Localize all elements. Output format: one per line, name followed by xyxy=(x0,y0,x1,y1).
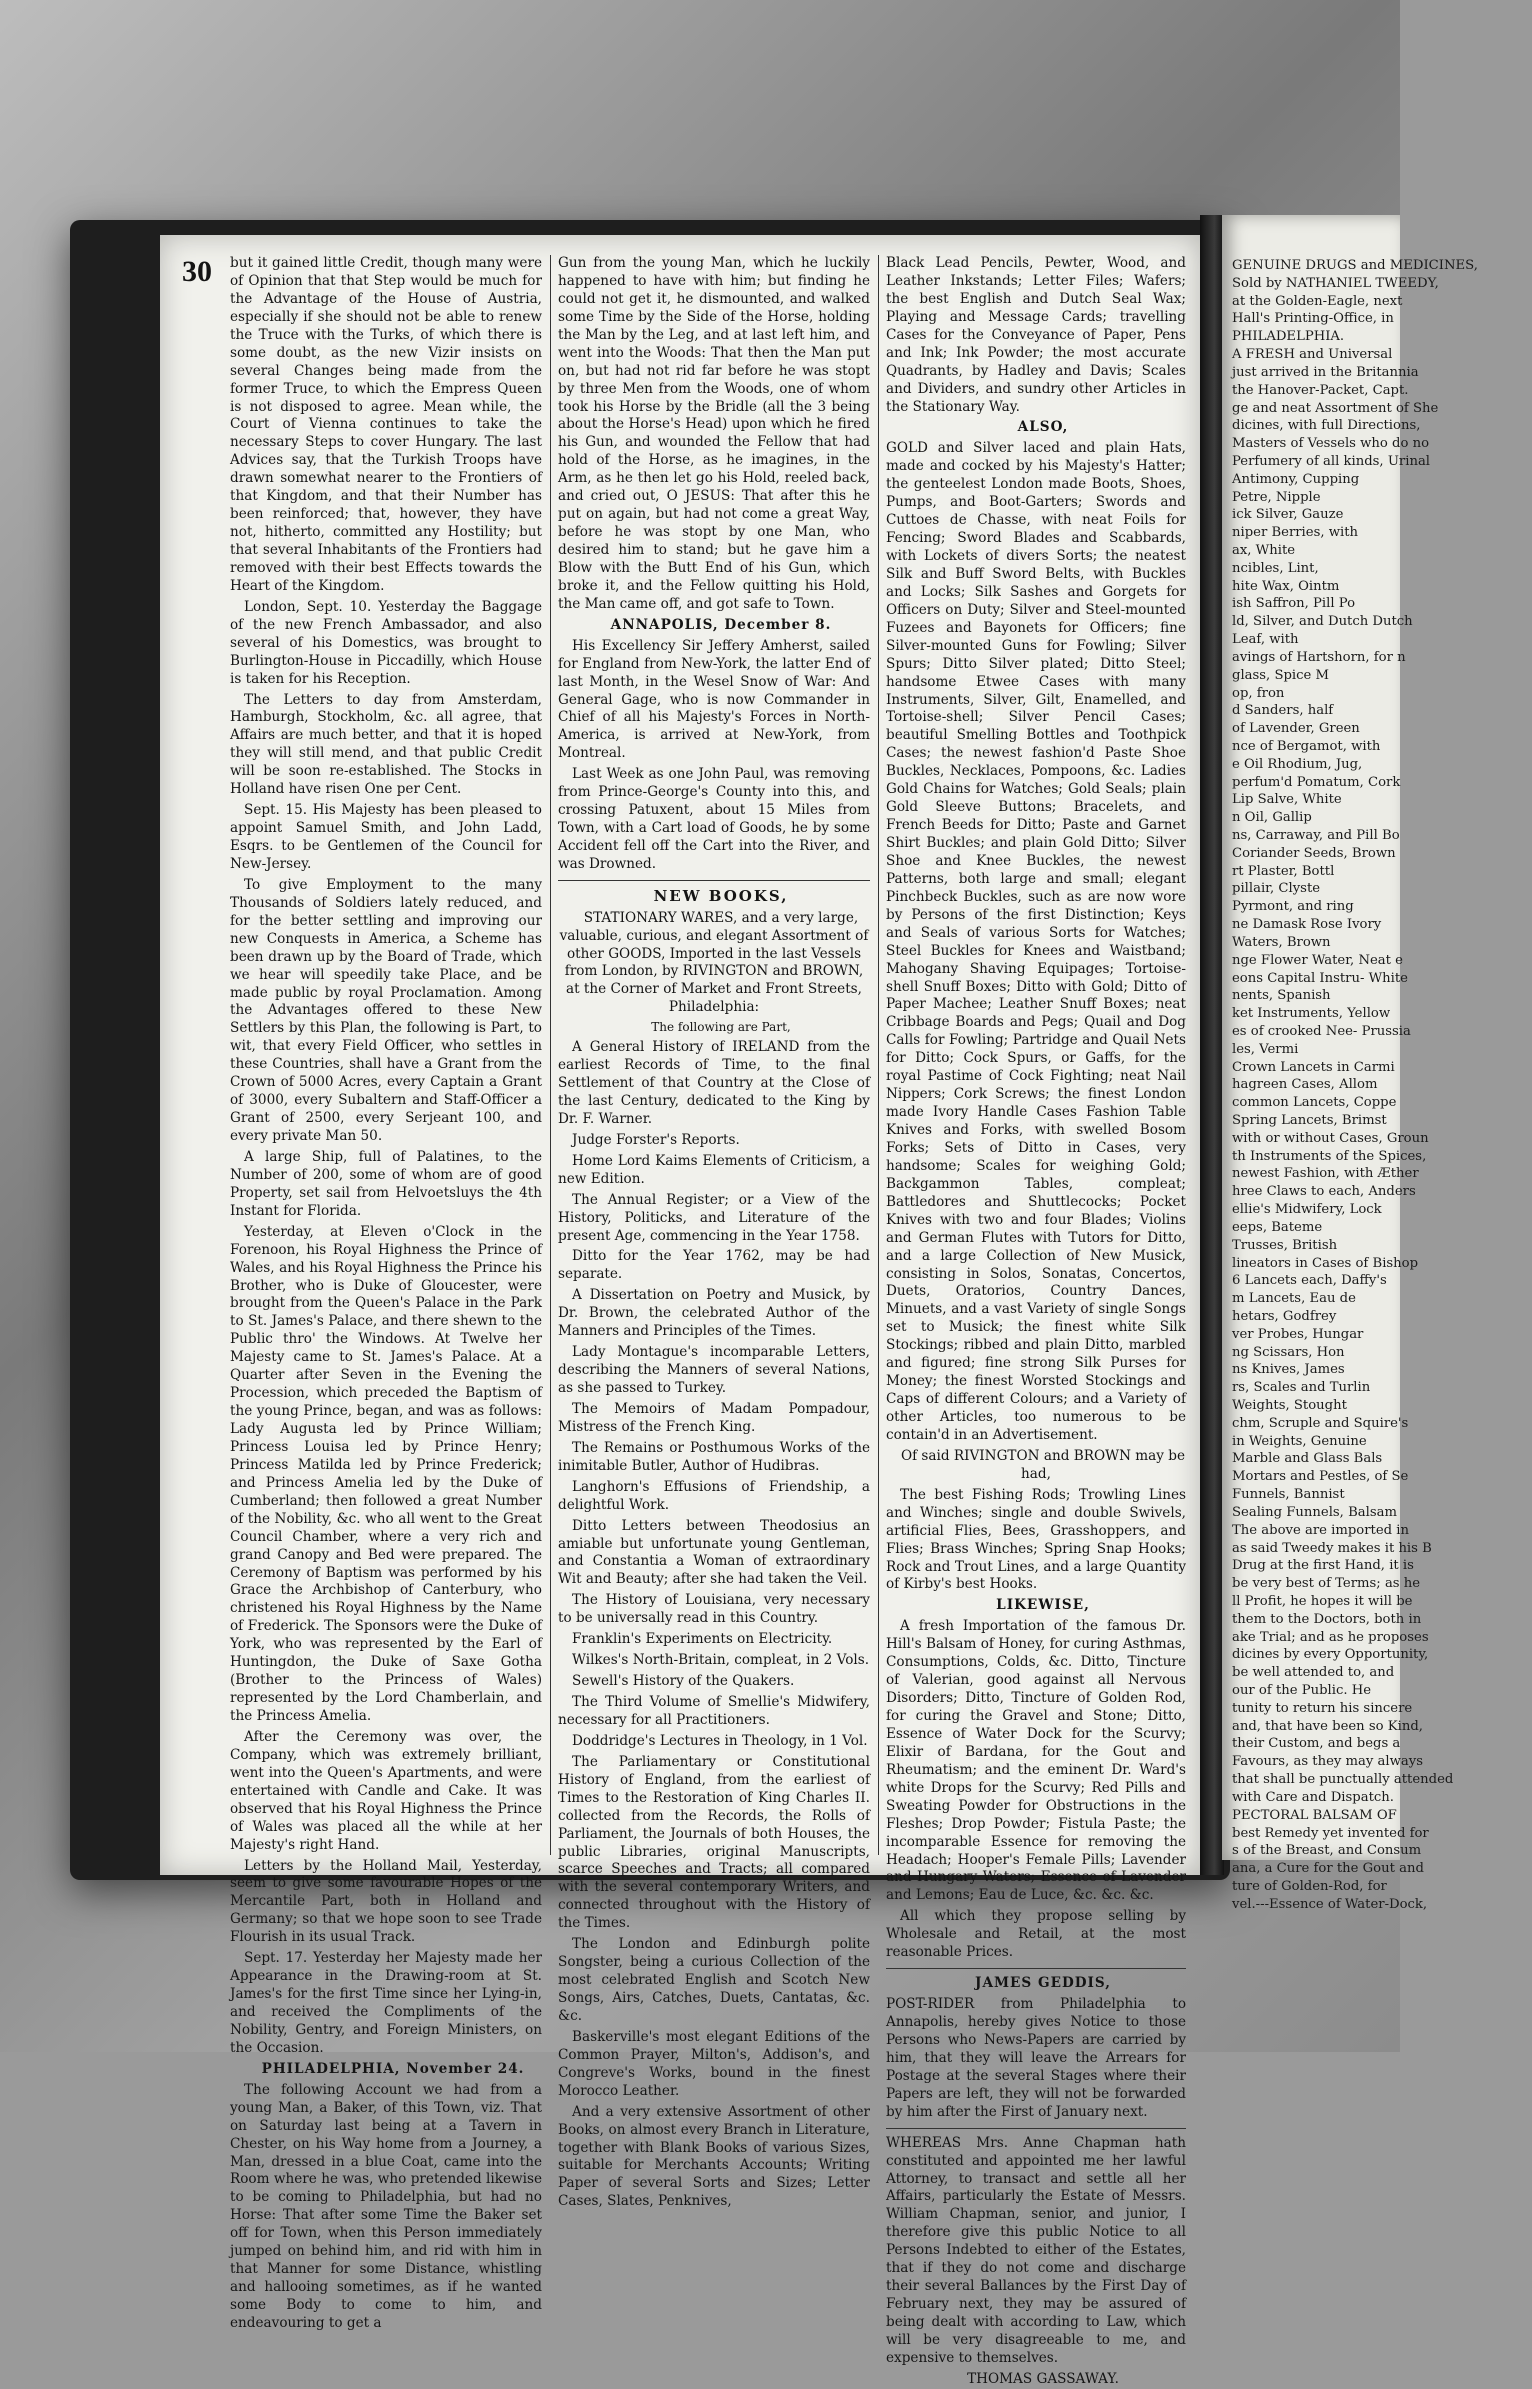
dateline-annapolis: ANNAPOLIS, December 8. xyxy=(610,616,832,633)
facing-page-line: es of crooked Nee- Prussia xyxy=(1232,1023,1411,1039)
facing-page-line: ellie's Midwifery, Lock xyxy=(1232,1202,1382,1218)
facing-page-line: dicines, with full Directions, xyxy=(1232,418,1421,434)
facing-page-line: hetars, Godfrey xyxy=(1232,1308,1337,1324)
ad-paragraph: All which they propose selling by Wholesale and Retail, at the most reasonable Prices. xyxy=(886,1908,1186,1961)
book-gutter xyxy=(1200,215,1224,1875)
facing-page-line: perfum'd Pomatum, Cork xyxy=(1232,774,1401,790)
facing-page-line: ns Knives, James xyxy=(1232,1362,1345,1378)
facing-page-line: pillair, Clyste xyxy=(1232,881,1321,897)
facing-page-line: their Custom, and begs a xyxy=(1232,1736,1401,1752)
section-rule xyxy=(886,1968,1186,1969)
facing-page-line: as said Tweedy makes it his B xyxy=(1232,1540,1432,1556)
book-entry: Baskerville's most elegant Editions of the Common Prayer, Milton's, Addison's, and Congreve's Works, bound in the finest Morocco Leather. xyxy=(558,2028,870,2099)
ad-intro: STATIONARY WARES, and a very large, valuable, curious, and elegant Assortment of other GOODS, Imported in the last Vessels from London, by RIVINGTON and BROWN, at the Corner of Market and Front Streets, Philadelphia: xyxy=(559,909,869,1016)
facing-page-line: ge and neat Assortment of She xyxy=(1232,400,1439,416)
article-paragraph: but it gained little Credit, though many were of Opinion that that Step would be much for the Advantage of the House of Austria, especially if she should not be able to renew the Truce with the Turks, of which there is some doubt, as the new Vizir insists on several Changes being made from the former Truce, to which the Empress Queen is not disposed to agree. Mean while, the Court of Vienna continues to take the necessary Steps to cover Hungary. The last Advices say, that the Turkish Troops have drawn somewhat nearer to the Frontiers of that Kingdom, and that their Number has been reinforced; that, however, they have not, hitherto, committed any Hostility; but that several Inhabitants of the Frontiers had removed with their best Effects towards the Heart of the Kingdom. xyxy=(230,255,542,594)
facing-page-line: rt Plaster, Bottl xyxy=(1232,863,1335,879)
facing-page-line: newest Fashion, with Æther xyxy=(1232,1166,1419,1182)
facing-page-line: with Care and Dispatch. xyxy=(1232,1789,1394,1805)
facing-page-line: 6 Lancets each, Daffy's xyxy=(1232,1273,1387,1289)
notice-title: JAMES GEDDIS, xyxy=(975,1975,1111,1992)
facing-page-line: Petre, Nipple xyxy=(1232,489,1321,505)
facing-page-line: Trusses, British xyxy=(1232,1237,1338,1253)
facing-page-line: ver Probes, Hungar xyxy=(1232,1326,1364,1342)
facing-page-line: n Oil, Gallip xyxy=(1232,810,1312,826)
facing-page-line: Coriander Seeds, Brown xyxy=(1232,845,1396,861)
ad-paragraph: The best Fishing Rods; Trowling Lines and Winches; single and double Swivels, artificial Flies, Bees, Grasshoppers, and Flies; Brass Winches; Spring Snap Hooks; Rock and Trout Lines, and a large Quantity of Kirby's best Hooks. xyxy=(886,1486,1186,1593)
book-entry: Sewell's History of the Quakers. xyxy=(572,1673,795,1690)
facing-page-line: Sealing Funnels, Balsam xyxy=(1232,1504,1397,1520)
facing-page-line: dicines by every Opportunity, xyxy=(1232,1647,1429,1663)
facing-page-line: in Weights, Genuine xyxy=(1232,1433,1367,1449)
facing-page-line: be well attended to, and xyxy=(1232,1665,1395,1681)
facing-page-line: Masters of Vessels who do no xyxy=(1232,436,1430,452)
facing-page-line: Pyrmont, and ring xyxy=(1232,899,1354,915)
facing-page-line: vel.---Essence of Water-Dock, xyxy=(1232,1896,1428,1912)
dateline-philadelphia: PHILADELPHIA, November 24. xyxy=(261,2060,525,2077)
facing-page-line: with or without Cases, Groun xyxy=(1232,1130,1429,1146)
facing-page-line: The above are imported in xyxy=(1232,1522,1409,1538)
book-entry: The Remains or Posthumous Works of the inimitable Butler, Author of Hudibras. xyxy=(558,1439,870,1474)
ad-subheading: ALSO, xyxy=(1017,419,1069,436)
facing-page-line: hagreen Cases, Allom xyxy=(1232,1077,1378,1093)
facing-page-line: les, Vermi xyxy=(1232,1041,1299,1057)
book-entry: A General History of IRELAND from the earliest Records of Time, to the final Settlement of that Country at the Close of the last Century, dedicated to the King by Dr. F. Warner. xyxy=(558,1039,870,1127)
facing-page xyxy=(1222,215,1478,1912)
article-paragraph: Letters by the Holland Mail, Yesterday, seem to give some favourable Hopes of the Mercantile Part, both in Holland and Germany; so that we hope soon to see Trade Flourish in its usual Track. xyxy=(230,1857,542,1946)
facing-page-line: Sold by NATHANIEL TWEEDY, xyxy=(1232,275,1439,291)
facing-page-line: Hall's Printing-Office, in xyxy=(1232,311,1394,327)
book-entry: Home Lord Kaims Elements of Criticism, a new Edition. xyxy=(558,1152,870,1187)
facing-page-line: ana, a Cure for the Gout and xyxy=(1232,1861,1424,1877)
facing-page-line: Perfumery of all kinds, Urinal xyxy=(1232,453,1431,469)
article-paragraph: To give Employment to the many Thousands of Soldiers lately reduced, and for the better settling and improving our new Conquests in America, a Scheme has been drawn up by the Board of Trade, which we hear will speedily take Place, and be made public by royal Proclamation. Among the Advantages offered to these New Settlers by this Plan, the following is Part, to wit, that every Field Officer, who settles in these Countries, shall have a Grant from the Crown of 5000 Acres, every Captain a Grant of 3000, every Subaltern and Staff-Officer a Grant of 2500, every Serjeant 100, and every private Man 50. xyxy=(230,876,542,1144)
facing-page-line: rs, Scales and Turlin xyxy=(1232,1380,1371,1396)
facing-page-line: PHILADELPHIA. xyxy=(1232,329,1345,345)
book-entry: Lady Montague's incomparable Letters, describing the Manners of several Nations, as she passed to Turkey. xyxy=(558,1344,870,1396)
facing-page-line: nents, Spanish xyxy=(1232,988,1331,1004)
facing-page-line: Weights, Stought xyxy=(1232,1398,1347,1413)
article-paragraph: The Letters to day from Amsterdam, Hamburgh, Stockholm, &c. all agree, that Affairs are much better, and that it is hoped they will still mend, and that public Credit will be soon re-established. The Stocks in Holland have risen One per Cent. xyxy=(230,691,542,798)
book-entry: Langhorn's Effusions of Friendship, a delightful Work. xyxy=(558,1478,870,1513)
facing-page-line: ld, Silver, and Dutch Dutch xyxy=(1232,614,1413,630)
article-paragraph: Last Week as one John Paul, was removing from Prince-George's County into this, and crossing Patuxent, about 15 Miles from Town, with a Cart load of Goods, he by some Accident fell off the Cart into the River, and was Drowned. xyxy=(558,766,870,872)
book-entry: Franklin's Experiments on Electricity. xyxy=(572,1631,833,1648)
facing-page-line: ne Damask Rose Ivory xyxy=(1232,917,1382,933)
book-entry: Wilkes's North-Britain, compleat, in 2 Vols. xyxy=(572,1652,870,1669)
facing-page-line: the Hanover-Packet, Capt. xyxy=(1232,382,1409,398)
book-entry: The History of Louisiana, very necessary to be universally read in this Country. xyxy=(558,1592,870,1627)
facing-page-line: them to the Doctors, both in xyxy=(1232,1611,1422,1627)
facing-page-line: ake Trial; and as he proposes xyxy=(1232,1629,1429,1645)
facing-page-line: of Lavender, Green xyxy=(1232,721,1360,737)
facing-page-line: ns, Carraway, and Pill Bo xyxy=(1232,828,1400,843)
facing-page-line: ket Instruments, Yellow xyxy=(1232,1006,1391,1022)
facing-page-line: ick Silver, Gauze xyxy=(1232,507,1344,523)
facing-page-line: glass, Spice M xyxy=(1232,667,1330,683)
book-entry: And a very extensive Assortment of other Books, on almost every Branch in Literature, together with Blank Books of various Sizes, suitable for Merchants Accounts; Writing Paper of several Sorts and Sizes; Letter Cases, Slates, Penknives, xyxy=(558,2103,870,2210)
column-rule xyxy=(550,255,551,1855)
notice-paragraph: POST-RIDER from Philadelphia to Annapolis, hereby gives Notice to those Persons who News-Papers are carried by him, that they will leave the Arrears for Postage at the several Stages where their Papers are left, they will not be forwarded by him after the First of January next. xyxy=(886,1996,1186,2120)
article-paragraph: Yesterday, at Eleven o'Clock in the Forenoon, his Royal Highness the Prince of Wales, and his Royal Highness the Prince his Brother, who is Duke of Gloucester, were brought from the Queen's Palace in the Park to St. James's Palace, and there shewn to the Public thro' the Windows. At Twelve her Majesty came to St. James's Palace. At a Quarter after Seven in the Evening the Procession, which preceded the Baptism of the young Prince, began, and was as follows: Lady Augusta led by Prince William; Princess Louisa led by Prince Henry; Princess Matilda led by Prince Frederick; and Princess Amelia led by the Duke of Cumberland; then followed a great Number of the Nobility, &c. who all went to the Great Council Chamber, where a very rich and grand Canopy and Bed were prepared. The Ceremony of Baptism was performed by his Grace the Archbishop of Canterbury, who christened his Royal Highness by the Name of Frederick. The Sponsors were the Duke of York, who was represented by the Earl of Huntingdon, the Duke of Saxe Gotha (Brother to the Princess of Wales) represented by the Lord Chamberlain, and the Princess Amelia. xyxy=(230,1223,542,1724)
facing-page-line: Drug at the first Hand, it is xyxy=(1232,1558,1414,1574)
article-paragraph: Gun from the young Man, which he luckily happened to have with him; but finding he could not get it, he dismounted, and walked some Time by the Side of the Horse, holding the Man by the Leg, and at last left him, and went into the Woods: That then the Man put on, but had not rid far before he was stopt by three Men from the Woods, one of whom took his Horse by the Bridle (all the 3 being about the Horse's Head) upon which he fired his Gun, and wounded the Fellow that had hold of the Horse, as he imagines, in the Arm, as he then let go his Hold, reeled back, and cried out, O JESUS: That after this he put on again, but had not come a great Way, before he was stopt by one Man, who desired him to stand; but he gave him a Blow with the Butt End of his Gun, which broke it, and the Fellow quitting his Hold, the Man came off, and got safe to Town. xyxy=(558,255,870,612)
book-entry: Ditto Letters between Theodosius an amiable but unfortunate young Gentleman, and Constantia a Woman of extraordinary Wit and Beauty; after she had taken the Veil. xyxy=(558,1517,870,1588)
article-paragraph: His Excellency Sir Jeffery Amherst, sailed for England from New-York, the latter End of last Month, in the Wesel Snow of War: And General Gage, who is now Commander in Chief of all his Majesty's Forces in North-America, is arrived at New-York, from Montreal. xyxy=(558,637,870,762)
newspaper-page xyxy=(160,235,1200,2387)
facing-page-line: chm, Scruple and Squire's xyxy=(1232,1415,1409,1431)
facing-page-line: s of the Breast, and Consum xyxy=(1232,1843,1422,1859)
facing-page-line: common Lancets, Coppe xyxy=(1232,1095,1397,1111)
ad-paragraph: GOLD and Silver laced and plain Hats, made and cocked by his Majesty's Hatter; the genteelest London made Boots, Shoes, Pumps, and Boot-Garters; Swords and Cuttoes de Chasse, with neat Foils for Fencing; Sword Blades and Scabbards, with Lockets of divers Sorts; the neatest Silk and Buff Sword Belts, with Buckles and Locks; Silk Sashes and Gorgets for Officers on Duty; Silver and Steel-mounted Fuzees and Bayonets for Officers; fine Silver-mounted Guns for Fowling; Silver Spurs; Ditto Silver plated; Ditto Steel; handsome Etwee Cases with many Instruments, Silver, Gilt, Enamelled, and Tortoise-shell; Silver Pencil Cases; beautiful Smelling Bottles and Toothpick Cases; the newest fashion'd Paste Shoe Buckles, Necklaces, Pompoons, &c. Ladies Gold Chains for Watches; Gold Seals; plain Gold Sleeve Buttons; Bracelets, and French Beeds for Ditto; Paste and Garnet Shirt Buckles; and plain Gold Ditto; Silver Shoe and Knee Buckles, the newest Patterns, both large and small; elegant Pinchbeck Buckles, such as are now wore by Persons of the first Distinction; Keys and Seals of various Sorts for Watches; Steel Buckles for Knees and Waistband; Mahogany Shaving Equipages; Tortoise-shell Snuff Boxes; Ditto with Gold; Ditto of Paper Machee; Leather Snuff Boxes; neat Cribbage Boards and Pegs; Quail and Dog Calls for Fowling; Partridge and Quail Nets for Ditto; Cock Spurs, or Gaffs, for the royal Pastime of Cock Fighting; neat Nail Nippers; Cork Screws; the finest London made Ivory Handle Cases Fashion Table Knives and Forks, with swelled Bosom Forks; Sets of Ditto in Cases, very handsome; Scales for weighing Gold; Backgammon Tables, compleat; Battledores and Shuttlecocks; Pocket Knives with two and four Blades; Violins and German Flutes with Tutors for Ditto, and a large Collection of New Musick, consisting in Solos, Sonatas, Concertos, Duets, Oratorios, Country Dances, Minuets, and a vast Variety of single Songs set to Musick; the finest white Silk Stockings; ribbed and plain Ditto, marbled and figured; fine strong Silk Purses for Money; the finest Worsted Stockings and Caps of different Colours; and a Variety of other Articles, too numerous to be contain'd in an Advertisement. xyxy=(886,440,1186,1443)
facing-page-line: Favours, as they may always xyxy=(1232,1754,1423,1770)
facing-page-line: ll Profit, he hopes it will be xyxy=(1232,1593,1413,1609)
facing-page-line: Leaf, with xyxy=(1232,632,1299,648)
facing-page-line: ish Saffron, Pill Po xyxy=(1232,596,1356,612)
facing-page-line: Spring Lancets, Brimst xyxy=(1232,1113,1387,1128)
facing-page-line: Marble and Glass Bals xyxy=(1232,1451,1383,1467)
book-entry: The London and Edinburgh polite Songster, being a curious Collection of the most celebrated English and Scotch New Songs, Airs, Catches, Duets, Cantatas, &c. &c. xyxy=(558,1936,870,2024)
ad-paragraph: A fresh Importation of the famous Dr. Hill's Balsam of Honey, for curing Asthmas, Consumptions, Colds, &c. Ditto, Tincture of Valerian, good against all Nervous Disorders; Ditto, Tincture of Golden Rod, for curing the Gravel and Stone; Ditto, Essence of Water Dock for the Scurvy; Elixir of Bardana, for the Gout and Rheumatism; and the eminent Dr. Ward's white Drops for the Scurvy; Red Pills and Sweating Powder for Obstructions in the Fleshes; Drop Powder; Fistula Paste; the incomparable Essence for removing the Headach; Hooper's Female Pills; Lavender and Hungary Waters; Essence of Lavender and Lemons; Eau de Luce, &c. &c. &c. xyxy=(886,1618,1186,1904)
facing-page-line: th Instruments of the Spices, xyxy=(1232,1148,1427,1164)
section-rule xyxy=(558,880,870,881)
facing-page-line: d Sanders, half xyxy=(1232,703,1334,719)
facing-page-line: ture of Golden-Rod, for xyxy=(1232,1878,1387,1894)
notice-signature: THOMAS GASSAWAY. xyxy=(967,2370,1119,2387)
article-paragraph: After the Ceremony was over, the Company, which was extremely brilliant, went into the Queen's Apartments, and were entertained with Candle and Cake. It was observed that his Royal Highness the Prince of Wales was placed all the while at her Majesty's right Hand. xyxy=(230,1728,542,1853)
ad-paragraph: Black Lead Pencils, Pewter, Wood, and Leather Inkstands; Letter Files; Wafers; the best English and Dutch Seal Wax; Playing and Message Cards; travelling Cases for the Conveyance of Paper, Pens and Ink; Ink Powder; the most accurate Quadrants, by Hadley and Davis; Scales and Dividers, and sundry other Articles in the Stationary Way. xyxy=(886,255,1186,415)
column-rule xyxy=(878,255,879,1855)
facing-page-line: op, fron xyxy=(1232,685,1285,701)
ad-subheading: LIKEWISE, xyxy=(996,1597,1090,1614)
article-paragraph: Sept. 15. His Majesty has been pleased to appoint Samuel Smith, and John Ladd, Esqrs. to be Gentlemen of the Council for New-Jersey. xyxy=(230,802,542,872)
column-1 xyxy=(230,255,542,2331)
facing-page-line: and, that have been so Kind, xyxy=(1232,1718,1423,1734)
article-paragraph: Sept. 17. Yesterday her Majesty made her Appearance in the Drawing-room at St. James's for the first Time since her Lying-in, and received the Compliments of the Nobility, Gentry, and Foreign Ministers, on the Occasion. xyxy=(230,1950,542,2056)
facing-page-line: just arrived in the Britannia xyxy=(1232,364,1419,380)
article-paragraph: London, Sept. 10. Yesterday the Baggage of the new French Ambassador, and also several of his Domestics, was brought to Burlington-House in Piccadilly, which House is taken for his Reception. xyxy=(230,598,542,687)
facing-page-line: hree Claws to each, Anders xyxy=(1232,1184,1416,1200)
facing-page-line: Mortars and Pestles, of Se xyxy=(1232,1469,1409,1485)
facing-page-line: tunity to return his sincere xyxy=(1232,1700,1413,1716)
facing-page-line: best Remedy yet invented for xyxy=(1232,1825,1429,1841)
facing-page-line: be very best of Terms; as he xyxy=(1232,1576,1421,1592)
facing-page-line: at the Golden-Eagle, next xyxy=(1232,293,1403,309)
article-paragraph: A large Ship, full of Palatines, to the Number of 200, some of whom are of good Property, set sail from Helvoetsluys the 4th Instant for Florida. xyxy=(230,1148,542,1219)
facing-page-line: e Oil Rhodium, Jug, xyxy=(1232,756,1363,772)
facing-page-line: GENUINE DRUGS and MEDICINES, xyxy=(1232,258,1478,273)
facing-page-line: Antimony, Cupping xyxy=(1232,471,1360,487)
facing-page-line: that shall be punctually attended xyxy=(1232,1772,1454,1788)
ad-subheading: Of said RIVINGTON and BROWN may be had, xyxy=(900,1447,1186,1482)
ad-following: The following are Part, xyxy=(651,1020,791,1035)
facing-page-line: nge Flower Water, Neat e xyxy=(1232,952,1403,968)
facing-page-line: Lip Salve, White xyxy=(1232,792,1342,808)
book-entry: The Annual Register; or a View of the History, Politicks, and Literature of the present Age, commencing in the Year 1758. xyxy=(558,1191,870,1244)
facing-page-line: A FRESH and Universal xyxy=(1232,347,1393,363)
book-entry: Ditto for the Year 1762, may be had separate. xyxy=(558,1248,870,1283)
facing-page-line: hite Wax, Ointm xyxy=(1232,578,1340,594)
facing-page-text xyxy=(1232,257,1532,1914)
facing-page-line: ng Scissars, Hon xyxy=(1232,1344,1345,1360)
facing-page-line: avings of Hartshorn, for n xyxy=(1232,649,1406,665)
facing-page-line: niper Berries, with xyxy=(1232,525,1359,541)
page-number: 30 xyxy=(182,255,212,288)
facing-page-line: lineators in Cases of Bishop xyxy=(1232,1255,1419,1271)
book-entry: Doddridge's Lectures in Theology, in 1 Vol. xyxy=(572,1732,868,1749)
facing-page-line: nce of Bergamot, with xyxy=(1232,738,1381,754)
facing-page-line: our of the Public. He xyxy=(1232,1683,1372,1698)
book-entry: A Dissertation on Poetry and Musick, by Dr. Brown, the celebrated Author of the Manners and Principles of the Times. xyxy=(558,1287,870,1340)
facing-page-line: PECTORAL BALSAM OF xyxy=(1232,1807,1397,1823)
section-rule xyxy=(886,2128,1186,2129)
facing-page-line: m Lancets, Eau de xyxy=(1232,1291,1356,1307)
notice-paragraph: WHEREAS Mrs. Anne Chapman hath constituted and appointed me her lawful Attorney, to transact and settle all her Affairs, particularly the Estate of Messrs. William Chapman, senior, and junior, I therefore give this public Notice to all Persons Indebted to either of the Estates, that if they do not come and discharge their several Ballances by the First Day of February next, they may be assured of being dealt with according to Law, which will be very disagreeable to me, and expensive to themselves. xyxy=(886,2134,1186,2366)
facing-page-line: Waters, Brown xyxy=(1232,934,1331,950)
facing-page-line: ax, White xyxy=(1232,543,1296,558)
ad-title: NEW BOOKS, xyxy=(653,886,789,905)
book-entry: The Memoirs of Madam Pompadour, Mistress of the French King. xyxy=(558,1400,870,1435)
book-entry: The Parliamentary or Constitutional History of England, from the earliest of Times to the Restoration of King Charles II. collected from the Records, the Rolls of Parliament, the Journals of both Houses, the public Libraries, original Manuscripts, scarce Speeches and Tracts; all compared with the several contemporary Writers, and connected throughout with the History of the Times. xyxy=(558,1753,870,1932)
column-2 xyxy=(558,255,870,2210)
facing-page-line: Crown Lancets in Carmi xyxy=(1232,1059,1395,1075)
facing-page-line: ncibles, Lint, xyxy=(1232,560,1319,576)
book-entry: The Third Volume of Smellie's Midwifery, necessary for all Practitioners. xyxy=(558,1694,870,1728)
book-entry: Judge Forster's Reports. xyxy=(572,1131,740,1148)
facing-page-line: eeps, Bateme xyxy=(1232,1219,1323,1235)
article-paragraph: The following Account we had from a young Man, a Baker, of this Town, viz. That on Saturday last being at a Tavern in Chester, on his Way home from a Journey, a Man, dressed in a blue Coat, came into the Room where he was, who pretended likewise to be coming to Philadelphia, but had no Horse: That after some Time the Baker set off for Town, when this Person immediately jumped on behind him, and rid with him in that Manner for some Distance, whistling and hallooing sometimes, as if he wanted some Body to come to him, and endeavouring to get a xyxy=(230,2081,542,2331)
facing-page-line: eons Capital Instru- White xyxy=(1232,970,1408,986)
column-3 xyxy=(886,255,1186,2387)
facing-page-line: Funnels, Bannist xyxy=(1232,1487,1345,1503)
